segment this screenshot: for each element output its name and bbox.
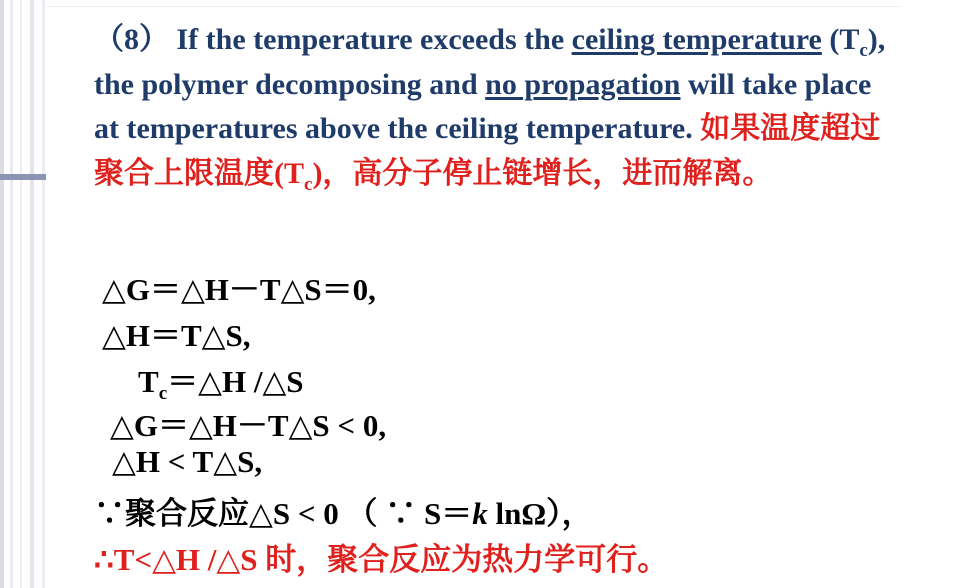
decor-stripe [30, 0, 34, 588]
subscript-c: c [304, 173, 313, 195]
ceiling-temperature-paragraph [94, 18, 894, 196]
ceiling-temperature-term: ceiling temperature [571, 23, 822, 56]
chinese-text-segment: 如果温度超过聚合上限温度(T [94, 112, 881, 190]
equation-text: ∵聚合反应△S < 0 （ ∵ S＝ [94, 496, 473, 531]
subscript-c: c [859, 40, 868, 61]
equation-text: lnΩ）， [487, 496, 593, 531]
equation-text: ＝△H /△S [167, 364, 304, 399]
item-number: （8） [94, 23, 169, 56]
equation-gibbs-negative: △G＝△H－T△S < 0, [110, 408, 387, 443]
decor-top-line [46, 6, 902, 7]
equation-enthalpy-equals: △H＝T△S, [102, 318, 251, 353]
decor-stripe [10, 0, 13, 588]
decor-accent-bar [0, 174, 46, 180]
text-segment: will take place at temperatures above the ceiling temperature. [94, 67, 872, 145]
equation-enthalpy-less: △H < T△S, [112, 444, 263, 479]
text-segment: (T [821, 23, 860, 56]
decor-stripe [42, 0, 45, 588]
equation-entropy-condition [94, 488, 593, 533]
equation-gibbs-zero: △G＝△H－T△S＝0, [102, 272, 376, 307]
conclusion-line: ∴T<△H /△S 时，聚合反应为热力学可行。 [94, 542, 669, 577]
symbol-t: T [138, 364, 159, 399]
no-propagation-term: no propagation [485, 67, 681, 101]
equation-ceiling-temperature [138, 356, 304, 404]
decor-stripe [20, 0, 22, 588]
boltzmann-k: k [472, 496, 488, 531]
text-segment: If the temperature exceeds the [169, 23, 572, 56]
chinese-text-segment: )，高分子停止链增长，进而解离。 [312, 156, 773, 190]
text-segment: ), the polymer decomposing and [94, 23, 886, 101]
subscript-c: c [158, 383, 168, 404]
decor-stripe [0, 0, 4, 588]
